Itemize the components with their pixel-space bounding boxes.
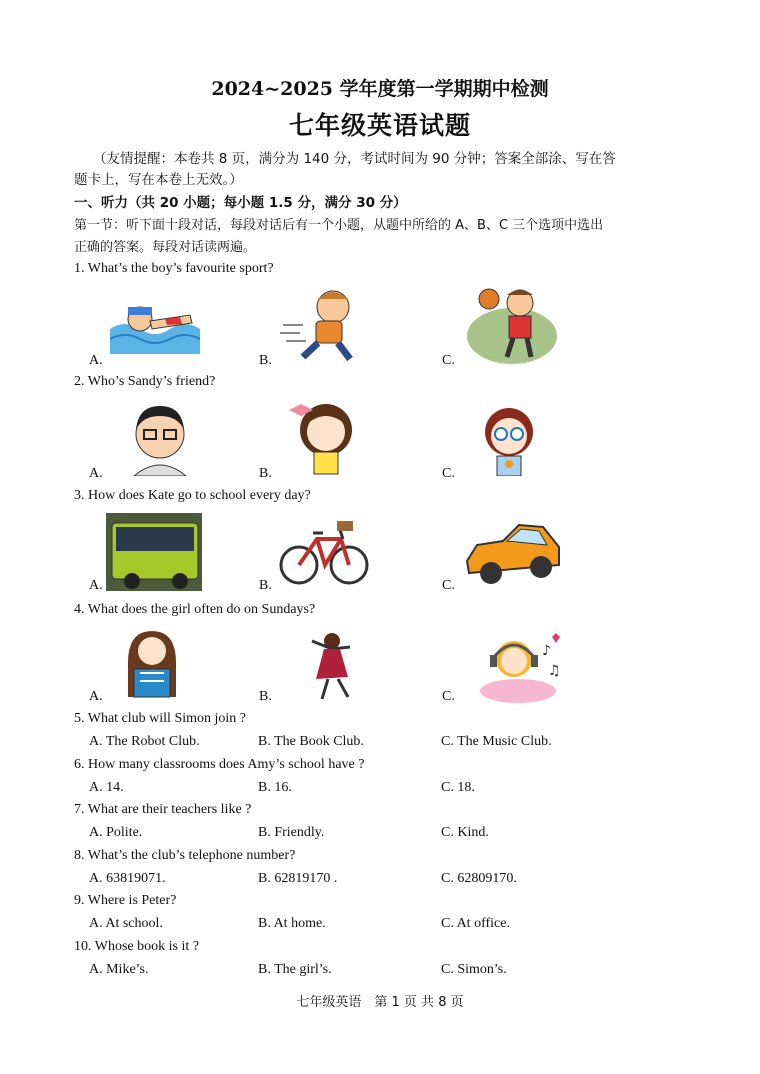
q8-option-c: C. 62809170.	[441, 871, 517, 886]
question-4: 4. What does the girl often do on Sundays?	[74, 602, 316, 617]
q6-option-c: C. 18.	[441, 780, 475, 795]
question-1: 1. What’s the boy’s favourite sport?	[74, 261, 274, 276]
boy-with-glasses-picture	[120, 398, 200, 476]
q8-option-a: A. 63819071.	[89, 871, 166, 886]
basketball-boy-picture	[465, 281, 560, 366]
question-7: 7. What are their teachers like ?	[74, 802, 252, 817]
q1-option-c: C.	[442, 353, 455, 368]
notice-line-2: 题卡上，写在本卷上无效。）	[74, 172, 243, 188]
q5-option-a: A. The Robot Club.	[89, 734, 200, 749]
question-10: 10. Whose book is it ?	[74, 939, 199, 954]
q6-option-a: A. 14.	[89, 780, 124, 795]
reading-girl-picture	[118, 627, 186, 703]
q10-option-b: B. The girl’s.	[258, 962, 332, 977]
q4-option-a: A.	[89, 689, 103, 704]
q10-option-c: C. Simon’s.	[441, 962, 507, 977]
section-heading: 一、听力（共 20 小题；每小题 1.5 分，满分 30 分）	[74, 195, 407, 211]
exam-subtitle: 七年级英语试题	[288, 111, 471, 140]
music-girl-picture	[478, 627, 564, 703]
part1-instruction-2: 正确的答案。每段对话读两遍。	[74, 240, 257, 255]
q7-option-a: A. Polite.	[89, 825, 143, 840]
q9-option-a: A. At school.	[89, 916, 163, 931]
q4-option-c: C.	[442, 689, 455, 704]
girl-with-bow-picture	[281, 396, 371, 476]
q7-option-c: C. Kind.	[441, 825, 489, 840]
svg-text:♪: ♪	[542, 643, 551, 659]
q5-option-b: B. The Book Club.	[258, 734, 364, 749]
q3-option-b: B.	[259, 578, 272, 593]
q10-option-a: A. Mike’s.	[89, 962, 149, 977]
question-9: 9. Where is Peter?	[74, 893, 177, 908]
q3-option-c: C.	[442, 578, 455, 593]
part1-instruction-1: 第一节：听下面十段对话，每段对话后有一个小题，从题中所给的 A、B、C 三个选项中选出	[74, 218, 604, 233]
swimming-boy-picture	[110, 289, 200, 354]
q7-option-b: B. Friendly.	[258, 825, 325, 840]
svg-text:♫: ♫	[548, 663, 561, 679]
bicycle-picture	[279, 513, 369, 591]
q2-option-a: A.	[89, 466, 103, 481]
q4-option-b: B.	[259, 689, 272, 704]
question-6: 6. How many classrooms does Amy’s school have ?	[74, 757, 365, 772]
q1-option-a: A.	[89, 353, 103, 368]
q3-option-a: A.	[89, 578, 103, 593]
question-2: 2. Who’s Sandy’s friend?	[74, 374, 216, 389]
exam-title: 2024~2025 学年度第一学期期中检测	[211, 78, 549, 100]
q9-option-b: B. At home.	[258, 916, 326, 931]
girl-with-glasses-picture	[464, 398, 554, 476]
notice-line-1: （友情提醒：本卷共 8 页，满分为 140 分，考试时间为 90 分钟；答案全部涂、写在答	[93, 151, 616, 167]
q2-option-c: C.	[442, 466, 455, 481]
dancing-girl-picture	[292, 627, 368, 705]
page-footer: 七年级英语 第 1 页 共 8 页	[296, 995, 464, 1010]
q1-option-b: B.	[259, 353, 272, 368]
q5-option-c: C. The Music Club.	[441, 734, 552, 749]
q6-option-b: B. 16.	[258, 780, 292, 795]
q2-option-b: B.	[259, 466, 272, 481]
question-3: 3. How does Kate go to school every day?	[74, 488, 311, 503]
q8-option-b: B. 62819170 .	[258, 871, 338, 886]
q9-option-c: C. At office.	[441, 916, 510, 931]
question-8: 8. What’s the club’s telephone number?	[74, 848, 296, 863]
bus-picture	[106, 513, 202, 591]
car-picture	[463, 517, 563, 589]
question-5: 5. What club will Simon join ?	[74, 711, 247, 726]
running-boy-picture	[278, 285, 368, 365]
